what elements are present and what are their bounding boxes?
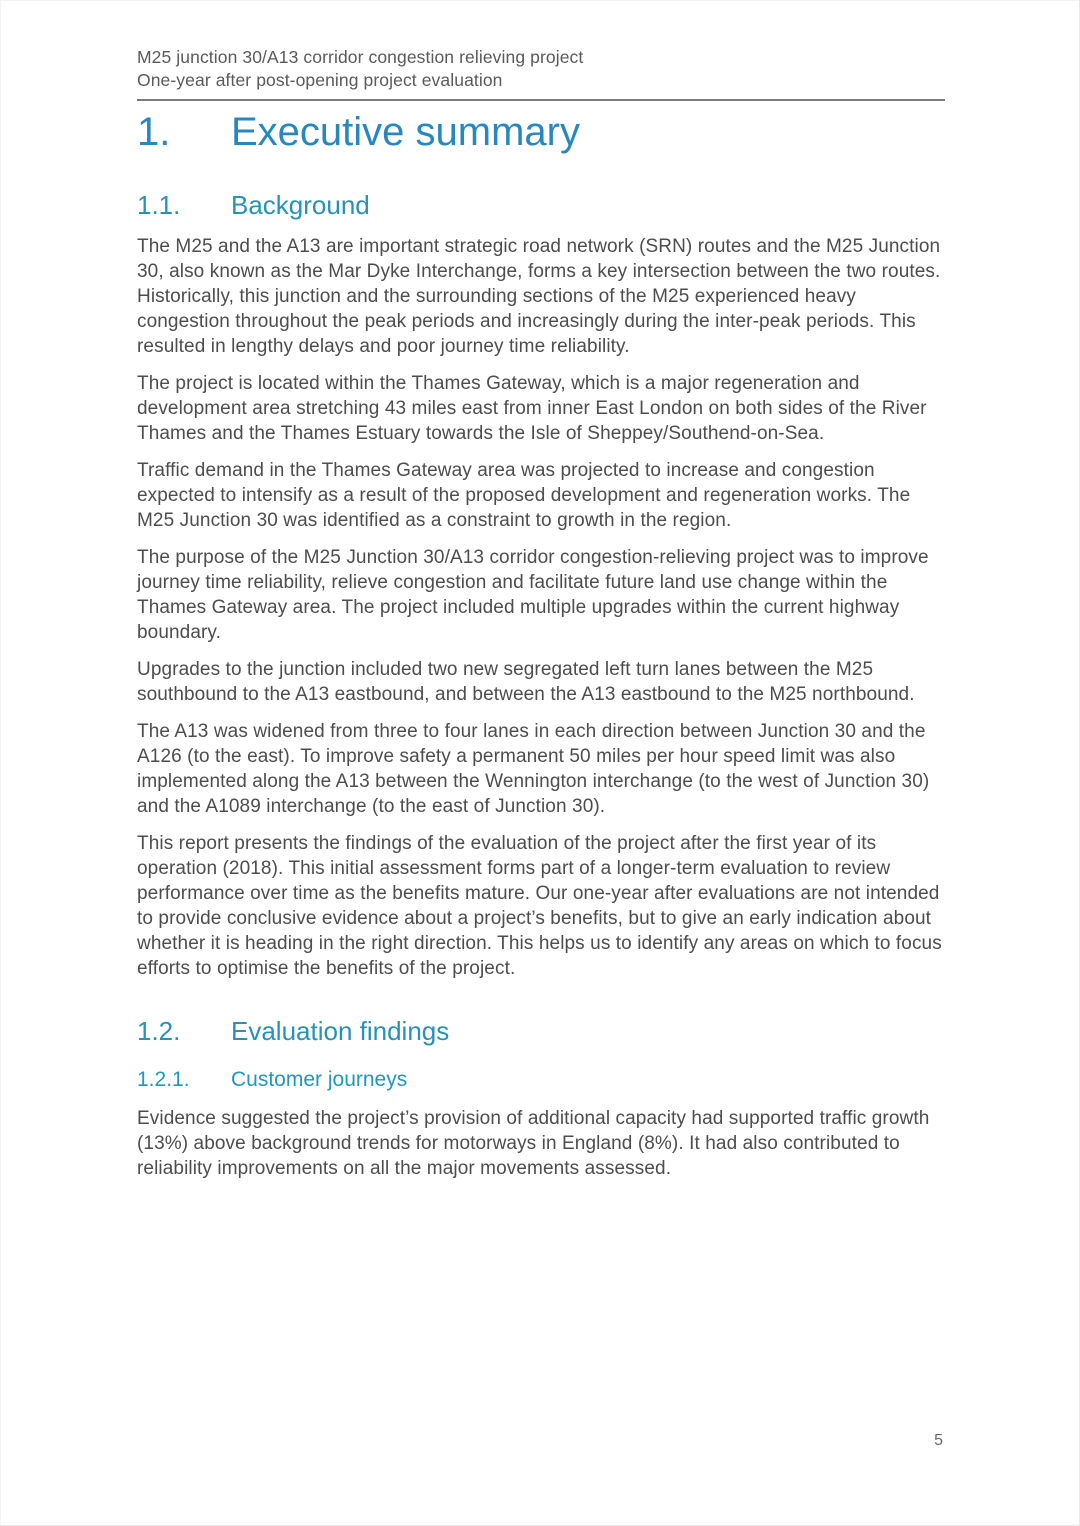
chapter-number: 1. — [137, 110, 171, 154]
page-content — [137, 46, 945, 1181]
subsection-number: 1.2.1. — [137, 1068, 190, 1091]
section-number: 1.1. — [137, 190, 181, 220]
running-header — [137, 46, 945, 92]
section-title: Evaluation findings — [231, 1016, 450, 1046]
section-heading-background — [137, 190, 945, 221]
header-report-subtitle: One-year after post-opening project evaluation — [137, 70, 503, 90]
paragraph: Evidence suggested the project’s provision of additional capacity had supported traffic growth (13%) above background trends for motorways in England (8%). It had also contributed to reliability improvements on all the major movements assessed. — [137, 1108, 930, 1179]
paragraph: The M25 and the A13 are important strategic road network (SRN) routes and the M25 Junction 30, also known as the Mar Dyke Interchange, forms a key intersection between the two routes. Historically, this junction and the surrounding sections of the M25 experienced heavy congestion throughout the peak periods and increasingly during the inter-peak periods. This resulted in lengthy delays and poor journey time reliability. — [137, 236, 941, 357]
chapter-heading — [137, 109, 945, 155]
header-rule — [137, 99, 945, 101]
chapter-title: Executive summary — [231, 110, 580, 154]
section-number: 1.2. — [137, 1016, 181, 1046]
subsection-heading-customer-journeys — [137, 1066, 945, 1093]
paragraph: Upgrades to the junction included two new segregated left turn lanes between the M25 southbound to the A13 eastbound, and between the A13 eastbound to the M25 northbound. — [137, 659, 915, 705]
header-project-title: M25 junction 30/A13 corridor congestion relieving project — [137, 47, 584, 67]
paragraph: This report presents the findings of the evaluation of the project after the first year of its operation (2018). This initial assessment forms part of a longer-term evaluation to review performance over time as the benefits mature. Our one-year after evaluations are not intended to provide conclusive evidence about a project’s benefits, but to give an early indication about whether it is heading in the right direction. This helps us to identify any areas on which to focus efforts to optimise the benefits of the project. — [137, 833, 942, 979]
section-heading-evaluation-findings — [137, 1016, 945, 1047]
paragraph: The A13 was widened from three to four lanes in each direction between Junction 30 and the A126 (to the east). To improve safety a permanent 50 miles per hour speed limit was also implemented along the A13 between the Wennington interchange (to the west of Junction 30) and the A1089 interchange (to the east of Junction 30). — [137, 721, 930, 817]
section-title: Background — [231, 190, 370, 220]
paragraph: The purpose of the M25 Junction 30/A13 corridor congestion-relieving project was to improve journey time reliability, relieve congestion and facilitate future land use change within the Thames Gateway area. The project included multiple upgrades within the current highway boundary. — [137, 547, 929, 643]
subsection-title: Customer journeys — [231, 1068, 408, 1091]
paragraph: The project is located within the Thames Gateway, which is a major regeneration and development area stretching 43 miles east from inner East London on both sides of the River Thames and the Thames Estuary towards the Isle of Sheppey/Southend-on-Sea. — [137, 373, 927, 444]
page-number: 5 — [934, 1432, 943, 1449]
paragraph: Traffic demand in the Thames Gateway area was projected to increase and congestion expected to intensify as a result of the proposed development and regeneration works. The M25 Junction 30 was identified as a constraint to growth in the region. — [137, 460, 911, 531]
